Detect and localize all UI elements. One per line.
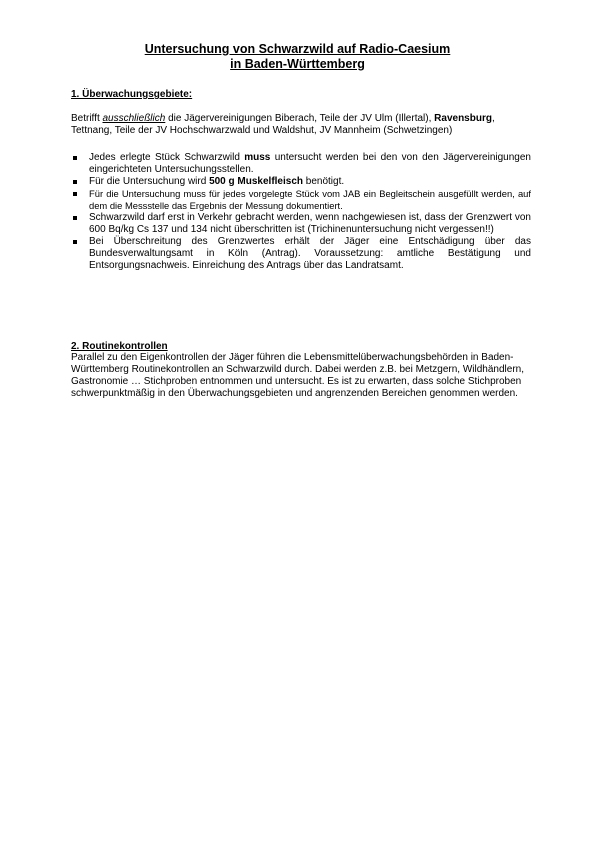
list-item-bold: muss	[244, 152, 271, 163]
intro-emphasis: ausschließlich	[102, 113, 166, 124]
list-item	[71, 152, 531, 176]
list-item-text: Bei Überschreitung des Grenzwertes erhält der Jäger eine Entschädigung über das Bundesverwaltungsamt in Köln (Antrag). Voraussetzung: amtliche Bestätigung und Entsorgungsnachweis. Einreichung des Antrags über das Landratsamt.	[89, 236, 531, 271]
title-line-2: in Baden-Württemberg	[230, 57, 365, 71]
list-item-text-end: untersucht werden bei den von den Jägervereinigungen eingerichteten Untersuchungsstellen.	[89, 152, 531, 175]
bullet-icon	[73, 240, 77, 244]
section-1-intro	[71, 113, 531, 137]
bullet-icon	[73, 180, 77, 184]
section-2-heading: 2. Routinekontrollen	[71, 341, 168, 352]
intro-part-3: , Tettnang, Teile der JV Hochschwarzwald und Waldshut, JV Mannheim (Schwetzingen)	[71, 113, 495, 136]
bullet-icon	[73, 192, 77, 196]
list-item-text: Schwarzwild darf erst in Verkehr gebracht werden, wenn nachgewiesen ist, dass der Grenzwert von 600 Bq/kg Cs 137 und 134 nicht überschritten ist (Trichinenuntersuchung nicht vergessen!!)	[89, 212, 531, 235]
bullet-icon	[73, 216, 77, 220]
list-item-text-end: benötigt.	[303, 176, 345, 187]
list-item-bold: 500 g Muskelfleisch	[209, 176, 303, 187]
list-item-text: Für die Untersuchung muss für jedes vorgelegte Stück vom JAB ein Begleitschein ausgefüllt werden, auf dem die Messstelle das Ergebnis der Messung dokumentiert.	[89, 188, 531, 211]
list-item	[71, 212, 531, 236]
list-item	[71, 188, 531, 212]
intro-prefix: Betrifft	[71, 113, 103, 124]
requirements-list	[71, 152, 531, 272]
intro-part-2: die Jägervereinigungen Biberach, Teile der JV Ulm (Illertal),	[165, 113, 435, 124]
title-line-1: Untersuchung von Schwarzwild auf Radio-Caesium	[144, 42, 451, 56]
bullet-icon	[73, 156, 77, 160]
section-2-body: Parallel zu den Eigenkontrollen der Jäger führen die Lebensmittelüberwachungsbehörden in Baden-Württemberg Routinekontrollen an Schwarzwild durch. Dabei werden z.B. bei Metzgern, Wildhändlern, Gastronomie … Stichproben entnommen und untersucht. Es ist zu erwarten, dass solche Stichproben schwerpunktmäßig in den Überwachungsgebieten und angrenzenden Bereichen genommen werden.	[71, 352, 524, 399]
list-item	[71, 236, 531, 272]
intro-bold: Ravensburg	[434, 113, 492, 124]
list-item-text: Jedes erlegte Stück Schwarzwild	[89, 152, 245, 163]
list-item	[71, 176, 531, 188]
section-1-heading: 1. Überwachungsgebiete:	[71, 89, 193, 100]
list-item-text: Für die Untersuchung wird	[89, 176, 210, 187]
document-title	[60, 42, 535, 72]
